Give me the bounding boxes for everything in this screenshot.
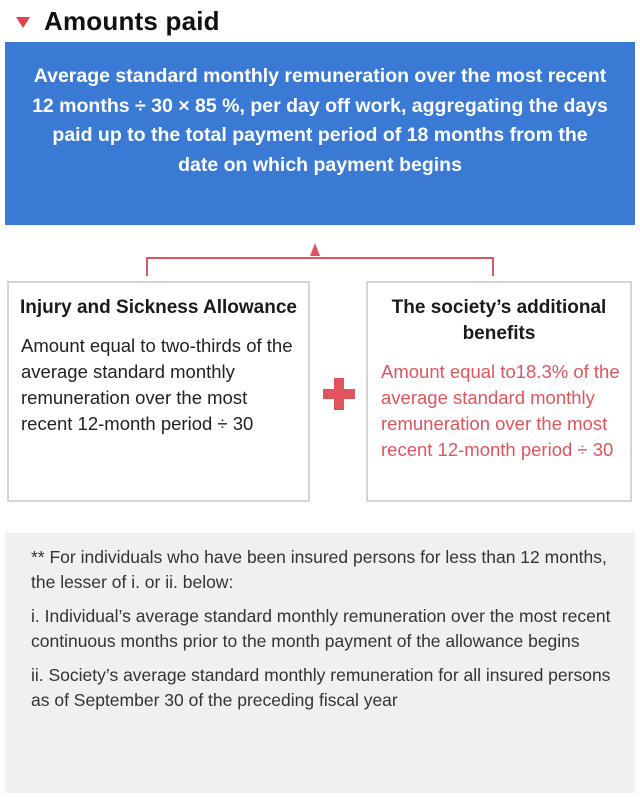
notes-panel — [5, 533, 635, 793]
injury-sickness-allowance-box — [7, 281, 310, 502]
formula-text: Average standard monthly remuneration over the most recent 12 months ÷ 30 × 85 %, per day off work, aggregating the days paid up to the total payment period of 18 months from the date on which payment begins — [32, 65, 608, 176]
arrow-up-icon — [310, 243, 320, 256]
notes-intro: ** For individuals who have been insured persons for less than 12 months, the lesser of i. or ii. below: — [31, 547, 607, 592]
additional-benefits-box — [366, 281, 632, 502]
plus-icon — [323, 378, 355, 410]
formula-banner — [5, 42, 635, 225]
page-title: Amounts paid — [44, 5, 220, 36]
section-heading — [16, 4, 220, 38]
box-body: Amount equal to18.3% of the average standard monthly remuneration over the most recent 12-month period ÷ 30 — [381, 361, 620, 460]
triangle-down-icon — [16, 17, 30, 28]
bracket-connector — [0, 238, 640, 278]
box-body: Amount equal to two-thirds of the average standard monthly remuneration over the most recent 12-month period ÷ 30 — [21, 335, 293, 434]
box-title: Injury and Sickness Allowance — [19, 297, 297, 318]
bracket-line — [147, 258, 493, 276]
box-title: The society’s additional benefits — [391, 297, 607, 344]
notes-item-i: i. Individual’s average standard monthly remuneration over the most recent continuous months prior to the month payment of the allowance begins — [31, 606, 611, 651]
notes-item-ii: ii. Society’s average standard monthly remuneration for all insured persons as of September 30 of the preceding fiscal year — [31, 665, 611, 710]
